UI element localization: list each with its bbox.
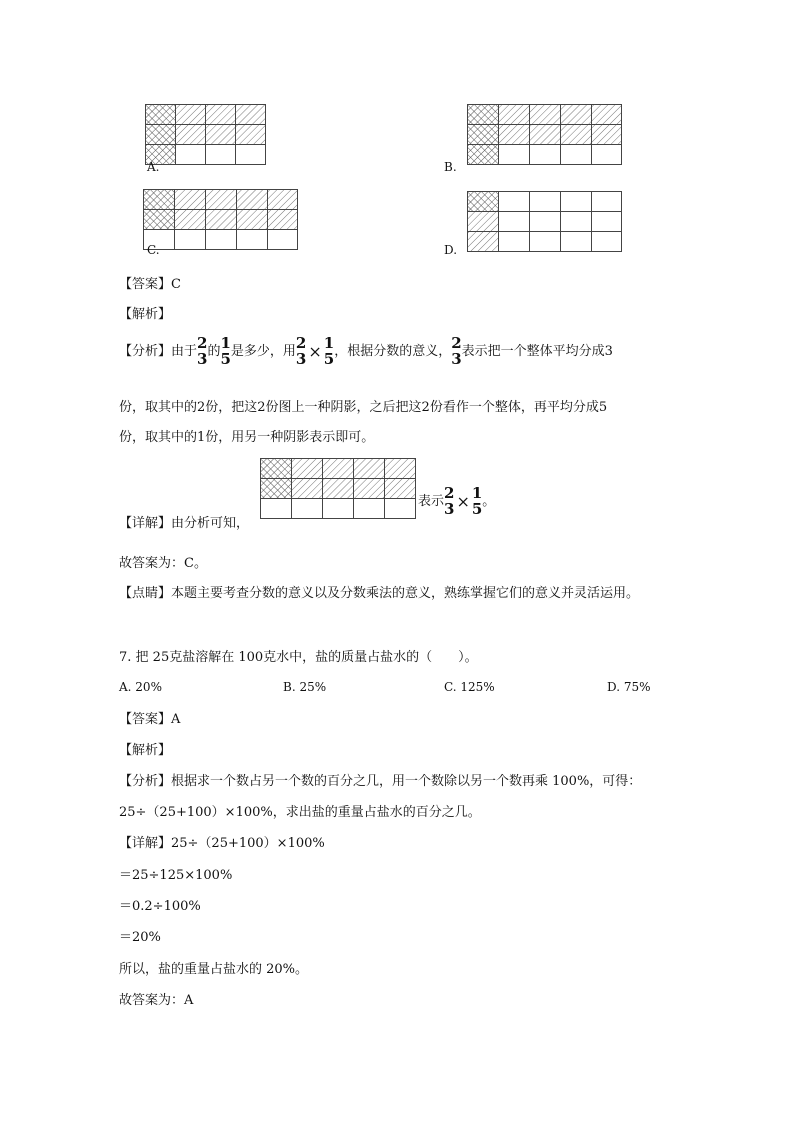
fraction-two-thirds: 2 3 <box>444 484 455 518</box>
q7-option-a: A. 20% <box>119 680 162 694</box>
option-c-grid <box>143 189 299 251</box>
q7-option-d: D. 75% <box>607 680 651 694</box>
guda-line: 故答案为：C。 <box>119 556 207 571</box>
fraction-one-fifth: 1 5 <box>471 484 483 518</box>
q7-answer-line: 【答案】A <box>119 712 181 727</box>
dianjing-line: 【点睛】本题主要考查分数的意义以及分数乘法的意义，熟练掌握它们的意义并灵活运用。 <box>119 586 640 601</box>
q7-step: 【详解】25÷（25+100）×100% <box>119 836 325 851</box>
option-d-label: D. <box>444 243 458 257</box>
detail-grid <box>260 458 418 521</box>
q7-option-b: B. 25% <box>283 680 327 694</box>
fraction-one-fifth: 1 5 <box>323 334 335 368</box>
option-d-grid <box>467 191 623 253</box>
q7-step: ＝25÷125×100% <box>119 868 233 883</box>
fraction-two-thirds: 2 3 <box>295 334 307 368</box>
q7-final-answer: 故答案为：A <box>119 993 194 1008</box>
fraction-one-fifth: 1 5 <box>220 334 231 368</box>
q7-step: ＝0.2÷100% <box>119 899 201 914</box>
fenxi-line-2: 份，取其中的2份，把这2份图上一种阴影，之后把这2份看作一个整体，再平均分成5 <box>119 400 608 415</box>
q7-jiexi-heading: 【解析】 <box>119 743 172 758</box>
option-a-grid <box>145 104 269 166</box>
xiangjie-expression: 表示 2 3 × 1 5 。 <box>418 484 496 518</box>
jiexi-heading: 【解析】 <box>119 307 172 322</box>
option-c-label: C. <box>147 243 160 257</box>
fraction-two-thirds: 2 3 <box>451 334 462 368</box>
option-a-label: A. <box>147 160 160 174</box>
q7-conclusion: 所以，盐的重量占盐水的 20%。 <box>119 962 309 977</box>
fenxi-line-1: 【分析】由于 2 3 的 1 5 是多少，用 2 3 × 1 5 ，根据分数的意义， 2 3 表示把一个整体平均分成3 <box>119 334 613 368</box>
answer-line: 【答案】C <box>119 277 181 292</box>
fraction-two-thirds: 2 3 <box>197 334 208 368</box>
q7-step: ＝20% <box>119 930 161 945</box>
q7-fenxi-line-1: 【分析】根据求一个数占另一个数的百分之几，用一个数除以另一个数再乘 100%，可得： <box>119 774 642 789</box>
option-b-label: B. <box>444 160 457 174</box>
option-b-grid <box>467 104 623 166</box>
xiangjie-lead: 【详解】由分析可知， <box>119 516 250 531</box>
fenxi-line-3: 份，取其中的1份，用另一种阴影表示即可。 <box>119 430 375 445</box>
q7-option-c: C. 125% <box>444 680 495 694</box>
question-7-stem: 7. 把 25克盐溶解在 100克水中，盐的质量占盐水的（ ）。 <box>119 650 478 665</box>
q7-fenxi-line-2: 25÷（25+100）×100%，求出盐的重量占盐水的百分之几。 <box>119 805 481 820</box>
